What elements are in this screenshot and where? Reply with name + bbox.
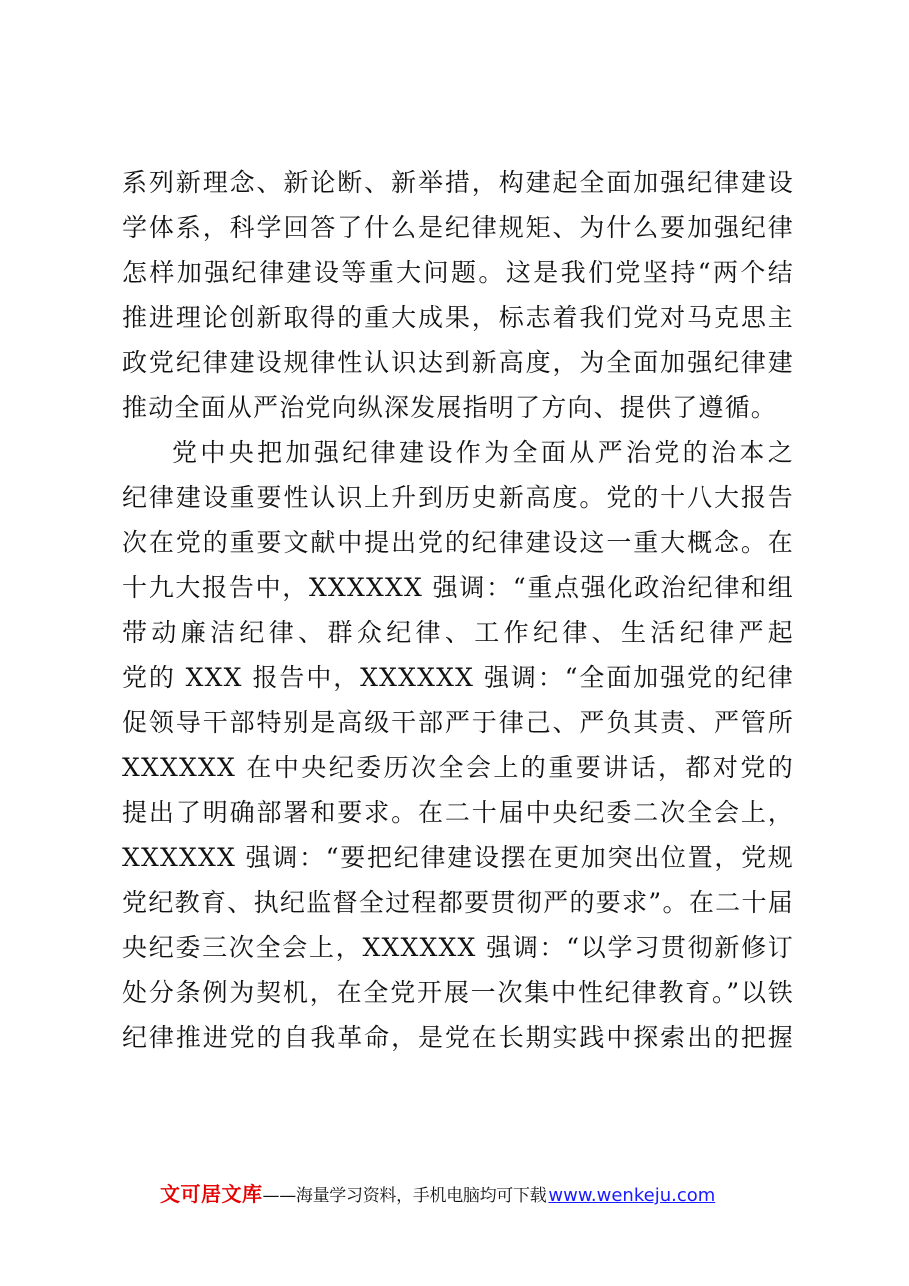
body-text [122,160,794,1060]
text-line: 推动全面从严治党向纵深发展指明了方向、提供了遵循。 [122,393,778,422]
footer-brand: 文可居文库 [160,1182,263,1206]
text-line: 系列新理念、新论断、新举措，构建起全面加强纪律建设 [122,168,794,197]
footer-tagline: ——海量学习资料，手机电脑均可下载 [262,1186,547,1206]
text-line: 提出了明确部署和要求。在二十届中央纪委二次全会上， [122,798,794,827]
text-line: 十九大报告中，XXXXXX 强调：“重点强化政治纪律和组 [122,573,794,602]
text-line: 学体系，科学回答了什么是纪律规矩、为什么要加强纪律 [122,213,794,242]
text-line: 党的 XXX 报告中，XXXXXX 强调：“全面加强党的纪律 [122,663,794,692]
text-line: XXXXXX 强调：“要把纪律建设摆在更加突出位置，党规 [122,843,794,872]
footer-banner [160,1178,800,1214]
text-line: 推进理论创新取得的重大成果，标志着我们党对马克思主 [122,303,794,332]
text-line: 次在党的重要文献中提出党的纪律建设这一重大概念。在 [122,528,794,557]
text-line: 带动廉洁纪律、群众纪律、工作纪律、生活纪律严起 [122,618,794,647]
text-line: 怎样加强纪律建设等重大问题。这是我们党坚持“两个结 [122,258,794,287]
paragraph-first-line: 党中央把加强纪律建设作为全面从严治党的治本之 [172,438,794,467]
text-line: 纪律推进党的自我革命，是党在长期实践中探索出的把握 [122,1023,794,1052]
footer-website-link[interactable]: www.wenkeju.com [548,1185,716,1206]
text-line: 纪律建设重要性认识上升到历史新高度。党的十八大报告 [122,483,794,512]
text-line: 党纪教育、执纪监督全过程都要贯彻严的要求”。在二十届 [122,888,794,917]
text-line: 处分条例为契机，在全党开展一次集中性纪律教育。”以铁 [122,978,794,1007]
text-line: 促领导干部特别是高级干部严于律己、严负其责、严管所 [122,708,794,737]
text-line: XXXXXX 在中央纪委历次全会上的重要讲话，都对党的 [122,753,794,782]
text-line: 政党纪律建设规律性认识达到新高度，为全面加强纪律建 [122,348,794,377]
text-line: 央纪委三次全会上，XXXXXX 强调：“以学习贯彻新修订 [122,933,794,962]
